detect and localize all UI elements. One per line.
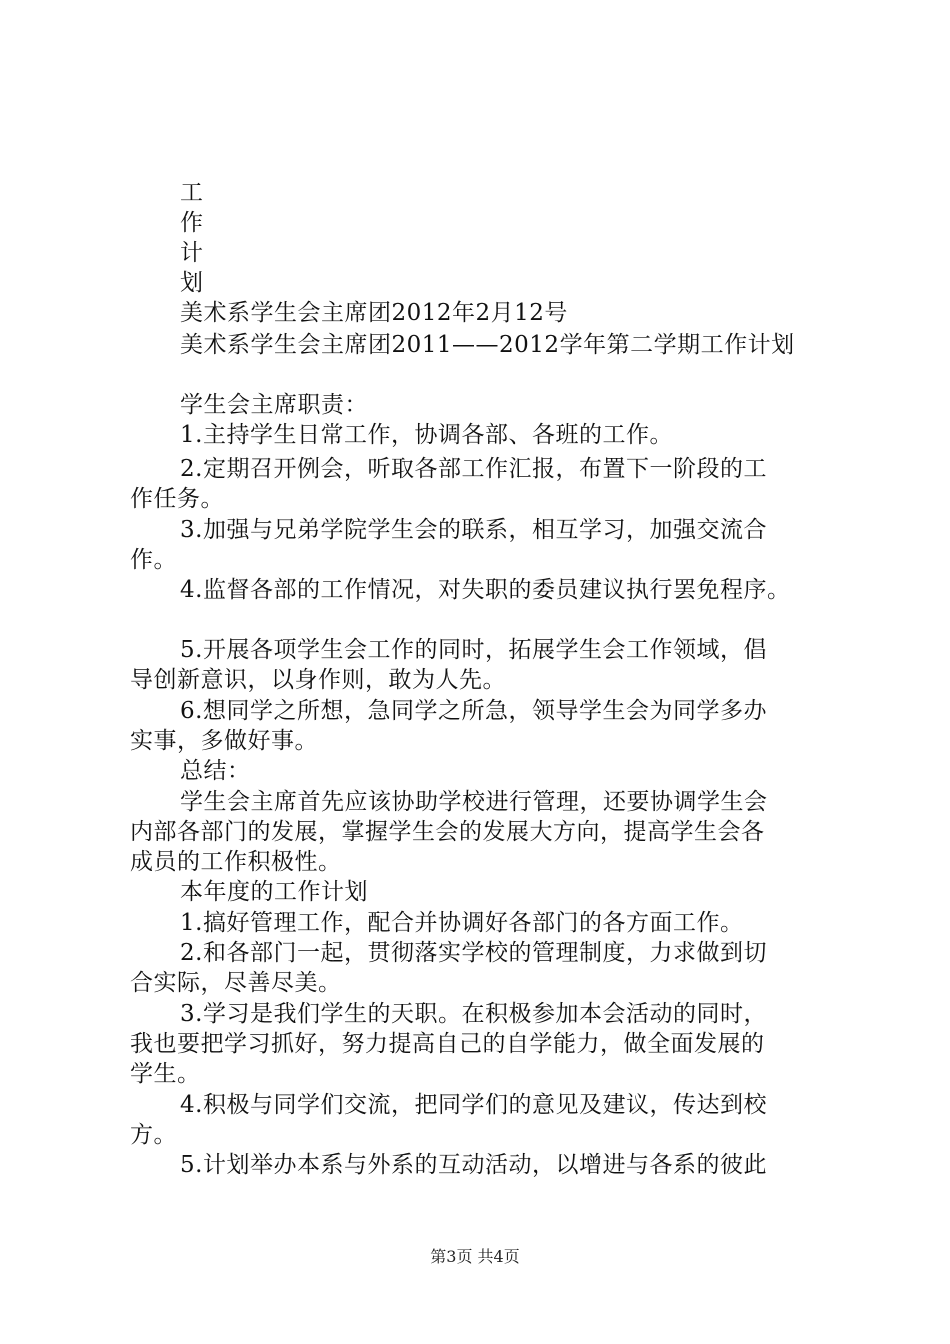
duties-heading: 学生会主席职责：: [180, 392, 368, 418]
duty-item-cont: 作。: [130, 547, 177, 573]
duty-item: 2.定期召开例会，听取各部工作汇报，布置下一阶段的工: [180, 456, 767, 482]
plan-title: 美术系学生会主席团2011——2012学年第二学期工作计划: [180, 332, 795, 358]
duty-item-cont: 导创新意识，以身作则，敢为人先。: [130, 667, 506, 693]
plan-item-cont: 我也要把学习抓好，努力提高自己的自学能力，做全面发展的: [130, 1031, 765, 1057]
plan-item-cont: 合实际，尽善尽美。: [130, 970, 342, 996]
page-footer: 第3页 共4页: [430, 1247, 520, 1266]
title-char: 计: [180, 240, 203, 266]
duty-item-cont: 实事，多做好事。: [130, 728, 318, 754]
title-char: 工: [180, 180, 203, 206]
duty-item: 4.监督各部的工作情况，对失职的委员建议执行罢免程序。: [180, 577, 791, 603]
title-char: 划: [180, 270, 203, 296]
duty-item: 5.开展各项学生会工作的同时，拓展学生会工作领域，倡: [180, 637, 767, 663]
duty-item-cont: 作任务。: [130, 486, 224, 512]
summary-line: 学生会主席首先应该协助学校进行管理，还要协调学生会: [180, 789, 768, 815]
plan-item: 1.搞好管理工作，配合并协调好各部门的各方面工作。: [180, 910, 744, 936]
plan-item-cont: 学生。: [130, 1061, 201, 1087]
annual-plan-heading: 本年度的工作计划: [180, 879, 368, 905]
summary-line: 内部各部门的发展，掌握学生会的发展大方向，提高学生会各: [130, 819, 765, 845]
date-line: 美术系学生会主席团2012年2月12号: [180, 300, 568, 326]
duty-item: 1.主持学生日常工作，协调各部、各班的工作。: [180, 422, 673, 448]
duty-item: 6.想同学之所想，急同学之所急，领导学生会为同学多办: [180, 698, 767, 724]
duty-item: 3.加强与兄弟学院学生会的联系，相互学习，加强交流合: [180, 517, 767, 543]
plan-item-cont: 方。: [130, 1122, 177, 1148]
title-char: 作: [180, 210, 203, 236]
plan-item: 3.学习是我们学生的天职。在积极参加本会活动的同时，: [180, 1001, 767, 1027]
plan-item: 2.和各部门一起，贯彻落实学校的管理制度，力求做到切: [180, 940, 767, 966]
summary-line: 成员的工作积极性。: [130, 849, 342, 875]
plan-item: 4.积极与同学们交流，把同学们的意见及建议，传达到校: [180, 1092, 767, 1118]
summary-heading: 总结：: [180, 758, 251, 784]
plan-item: 5.计划举办本系与外系的互动活动，以增进与各系的彼此: [180, 1152, 767, 1178]
